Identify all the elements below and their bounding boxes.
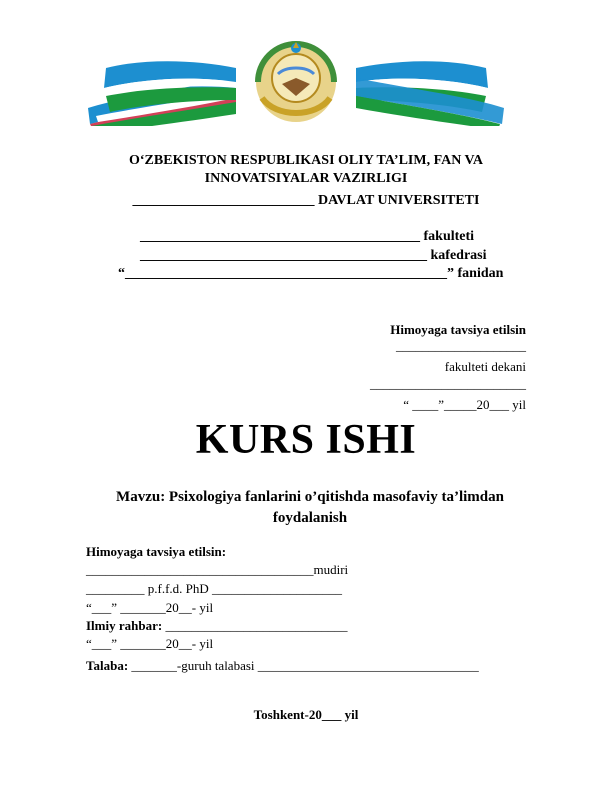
ministry-heading — [60, 152, 552, 188]
university-line: __________________________ DAVLAT UNIVERSITETI — [132, 193, 480, 208]
uzbekistan-state-emblem-icon — [86, 38, 506, 126]
student-label: Talaba: — [86, 658, 129, 673]
supervisor-label: Ilmiy rahbar: — [86, 618, 163, 633]
defense-date-1: “___” _______20__- yil — [86, 600, 214, 615]
approval-title: Himoyaga tavsiya etilsin — [390, 322, 526, 337]
topic: Mavzu: Psixologiya fanlarini o’qitishda masofaviy ta’limdan foydalanish — [116, 489, 504, 526]
dean-label: fakulteti dekani — [444, 359, 526, 374]
document-title: KURS ISHI — [195, 417, 417, 463]
defense-date-2: “___” _______20__- yil — [86, 636, 214, 651]
student-line: _______-guruh talabasi __________________________________ — [128, 658, 479, 673]
student-row — [86, 658, 479, 674]
ministry-line-1: O‘ZBEKISTON RESPUBLIKASI OLIY TA’LIM, FAN VA — [129, 153, 483, 168]
supervisor-row — [86, 618, 347, 634]
approval-signature-line: ____________________ — [396, 338, 526, 353]
degree-line: _________ p.f.f.d. PhD ____________________ — [86, 581, 343, 596]
department-line: _________________________________________ kafedrasi — [140, 248, 487, 263]
faculty-line: ________________________________________ fakulteti — [140, 229, 475, 244]
footer-city-year: Toshkent-20___ yil — [253, 707, 359, 722]
approval-date: “ ____”_____20___ yil — [403, 397, 526, 412]
department-head-line: ___________________________________mudiri — [86, 562, 349, 577]
approval-name-line: ________________________ — [370, 376, 526, 391]
subject-line: “______________________________________________” fanidan — [118, 266, 504, 281]
supervisor-line: ____________________________ — [162, 618, 348, 633]
ministry-line-2: INNOVATSIYALAR VAZIRLIGI — [204, 171, 408, 186]
defense-heading: Himoyaga tavsiya etilsin: — [86, 544, 227, 559]
